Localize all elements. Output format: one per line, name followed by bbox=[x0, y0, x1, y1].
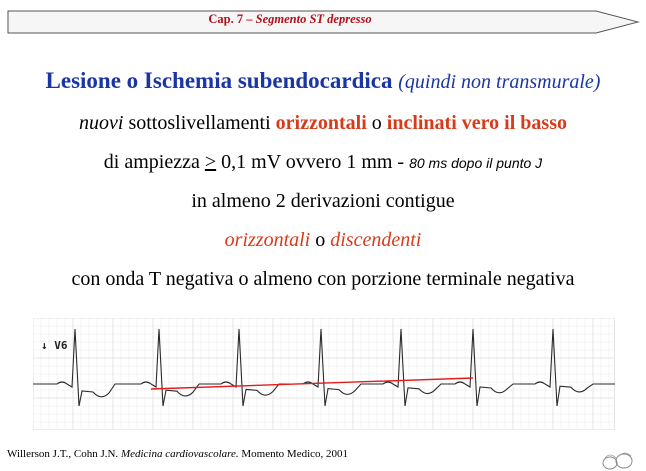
leads-text: in almeno 2 derivazioni contigue bbox=[191, 190, 455, 212]
chapter-title bbox=[90, 12, 490, 27]
word-o: o bbox=[371, 112, 382, 134]
chapter-topic: Segmento ST depresso bbox=[255, 12, 372, 26]
logo-icon bbox=[598, 450, 638, 470]
citation-publisher: Momento Medico, 2001 bbox=[241, 448, 349, 460]
heading-main: Lesione o Ischemia subendocardica bbox=[45, 68, 393, 93]
word-o-2: o bbox=[315, 229, 326, 251]
criterion-line-1 bbox=[0, 112, 646, 135]
word-sottoslivellamenti: sottoslivellamenti bbox=[128, 112, 271, 134]
t-wave-text: con onda T negativa o almeno con porzione terminale negativa bbox=[71, 268, 575, 290]
criterion-line-4 bbox=[0, 229, 646, 252]
word-orizzontali-italic: orizzontali bbox=[224, 229, 311, 251]
amplitude-value: 0,1 mV ovvero 1 mm - bbox=[221, 151, 405, 173]
geq-symbol: > bbox=[204, 151, 217, 173]
lead-label: ↓ V6 bbox=[41, 339, 68, 352]
citation-authors: Willerson J.T., Cohn J.N. bbox=[7, 448, 119, 460]
ecg-strip-svg bbox=[33, 318, 615, 430]
word-orizzontali: orizzontali bbox=[275, 112, 367, 134]
slide-heading bbox=[0, 68, 646, 94]
heading-note: (quindi non transmurale) bbox=[398, 71, 601, 93]
amplitude-text: di ampiezza bbox=[103, 151, 200, 173]
criterion-line-5 bbox=[0, 268, 646, 291]
criterion-line-2 bbox=[0, 151, 646, 174]
citation-book: Medicina cardiovascolare. bbox=[120, 448, 239, 460]
citation bbox=[7, 448, 348, 460]
j-point-note: 80 ms dopo il punto J bbox=[409, 155, 543, 171]
ecg-strip bbox=[33, 318, 615, 430]
word-inclinati: inclinati vero il basso bbox=[386, 112, 567, 134]
criterion-line-3 bbox=[0, 190, 646, 213]
chapter-number: Cap. 7 – bbox=[208, 12, 253, 26]
slide-header bbox=[0, 0, 646, 44]
word-discendenti: discendenti bbox=[330, 229, 422, 251]
word-nuovi: nuovi bbox=[79, 112, 124, 134]
